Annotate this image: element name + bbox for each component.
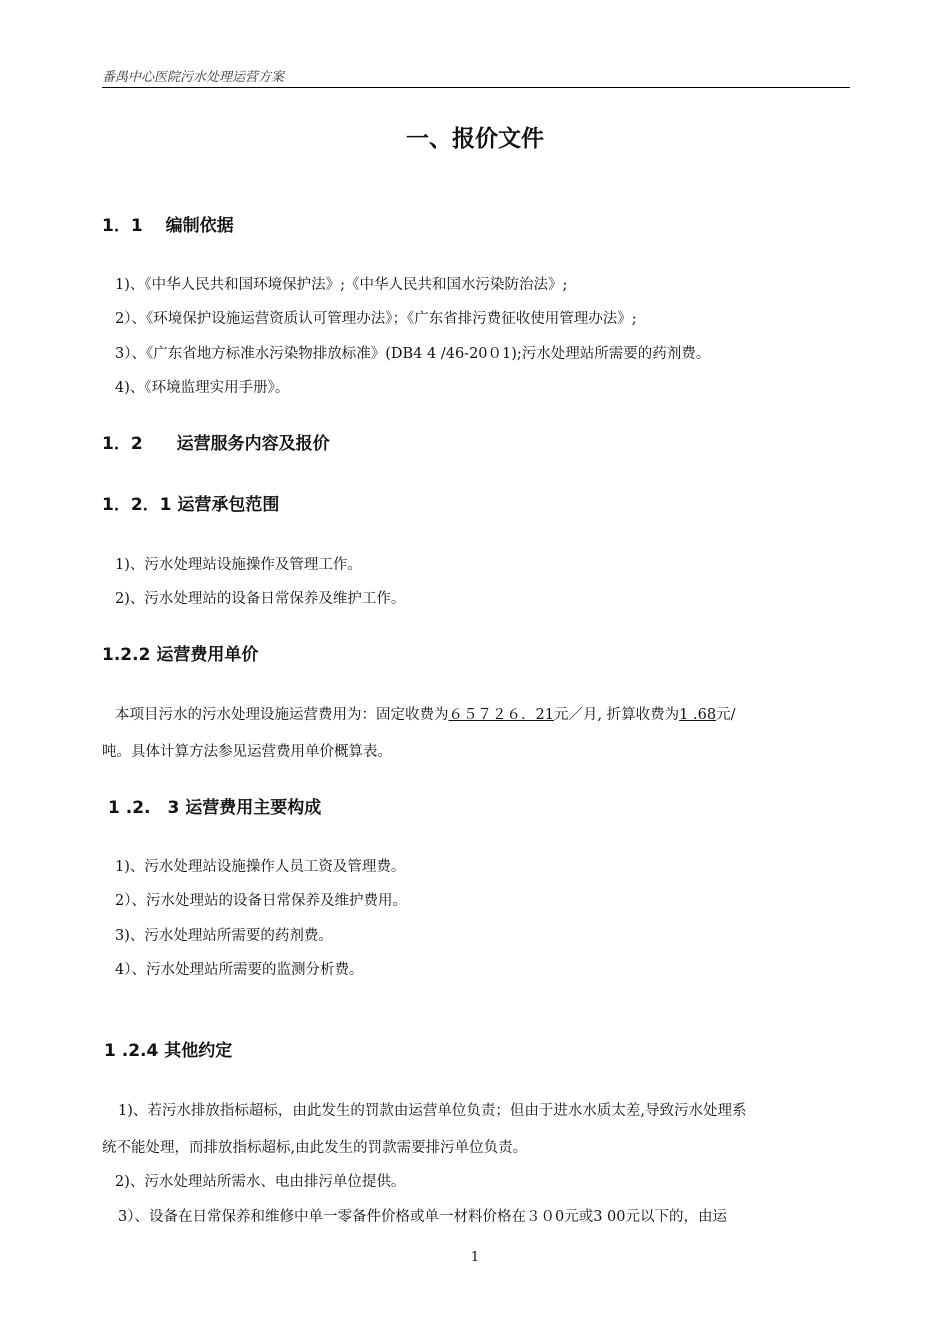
list-item: 1)、污水处理站设施操作人员工资及管理费。: [115, 859, 406, 875]
page-number: 1: [470, 1250, 480, 1265]
fixed-fee-value: ６５７２６．21: [448, 707, 554, 723]
fee-text: 元/: [716, 707, 736, 723]
running-header: 番禺中心医院污水处理运营方案: [102, 66, 850, 88]
list-item: 2）、《环境保护设施运营资质认可管理办法》；《广东省排污费征收使用管理办法》;: [115, 311, 637, 327]
section-1-2-2-heading: 1.2.2 运营费用单价: [102, 645, 259, 665]
fee-text: 元／月, 折算收费为: [553, 707, 680, 723]
section-1-2-4-heading: 1 .2.4 其他约定: [104, 1041, 233, 1061]
fee-text: 本项目污水的污水处理设施运营费用为：固定收费为: [115, 707, 449, 723]
list-item: 4）、污水处理站所需要的监测分析费。: [115, 962, 364, 978]
list-item: 1)、若污水排放指标超标，由此发生的罚款由运营单位负责；但由于进水水质太差,导致污水处理系: [118, 1103, 747, 1119]
list-item: 1)、《中华人民共和国环境保护法》;《中华人民共和国水污染防治法》;: [115, 277, 568, 293]
list-item: 3）、设备在日常保养和维修中单一零备件价格或单一材料价格在３０0元或3 00元以下的，由运: [118, 1209, 727, 1225]
list-item: 3）、《广东省地方标准水污染物排放标准》(DB4 4 /46-20０1);污水处理站所需要的药剂费。: [115, 346, 711, 362]
unit-fee-value: 1 .68: [679, 707, 717, 723]
page-title: 一、报价文件: [406, 126, 544, 152]
section-1-1-heading: 1．1 编制依据: [102, 216, 234, 236]
section-1-2-1-heading: 1．2．1 运营承包范围: [102, 495, 280, 515]
list-item: 2)、污水处理站的设备日常保养及维护工作。: [115, 591, 406, 607]
list-item: 4)、《环境监理实用手册》。: [115, 380, 290, 396]
fee-paragraph-line-1: [115, 703, 735, 724]
section-1-2-heading: 1．2 运营服务内容及报价: [102, 434, 330, 454]
list-item: 统不能处理，而排放指标超标,由此发生的罚款需要排污单位负责。: [102, 1140, 528, 1156]
list-item: 1)、污水处理站设施操作及管理工作。: [115, 557, 362, 573]
list-item: 2)、污水处理站所需水、电由排污单位提供。: [115, 1174, 406, 1190]
section-1-2-3-heading: 1 .2. 3 运营费用主要构成: [108, 798, 322, 818]
fee-paragraph-line-2: 吨。具体计算方法参见运营费用单价概算表。: [102, 744, 392, 760]
list-item: 3)、污水处理站所需要的药剂费。: [115, 928, 333, 944]
list-item: 2）、污水处理站的设备日常保养及维护费用。: [115, 893, 407, 909]
